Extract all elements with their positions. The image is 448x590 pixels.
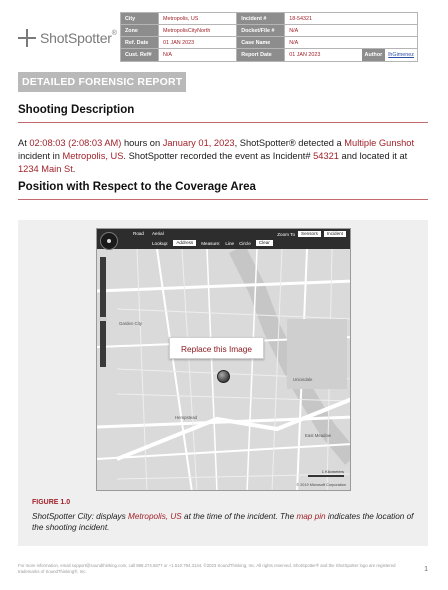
zone-label: Zone (121, 25, 159, 37)
city-value: Metropolis, US (159, 13, 237, 25)
address-value: 1234 Main St (18, 164, 73, 174)
report-date-value: 01 JAN 2023 (289, 52, 321, 58)
address-lookup-button[interactable]: Address (173, 240, 196, 246)
shotspotter-logo (18, 29, 117, 47)
table-row (121, 25, 418, 37)
event-type: Multiple Gunshot (344, 138, 415, 148)
date-value: January 01, 2023 (162, 138, 235, 148)
report-title-banner: DETAILED FORENSIC REPORT (18, 72, 186, 92)
coverage-map[interactable] (96, 228, 351, 491)
report-date-label: Report Date (237, 49, 285, 62)
compass-icon[interactable] (100, 232, 118, 250)
map-pin-icon[interactable] (217, 370, 230, 383)
ref-date-value: 01 JAN 2023 (159, 37, 237, 49)
shooting-description-text: At 02:08:03 (2:08:03 AM) hours on January 01, 2023, ShotSpotter® detected a Multiple Gunshot incident in Metropolis, US. ShotSpotter recorded the event as Incident# 54321 and located it at 1234 Main St. (18, 138, 415, 174)
replace-image-button[interactable]: Replace this Image (169, 337, 264, 359)
figure-caption: ShotSpotter City: displays Metropolis, US at the time of the incident. The map pin indicates the location of the shooting incident. (32, 512, 414, 532)
map-roads (97, 229, 351, 491)
docket-label: Docket/File # (237, 25, 285, 37)
docket-value: N/A (285, 25, 418, 37)
table-row (121, 37, 418, 49)
lookup-label: Lookup: (152, 240, 169, 246)
page-footer: For more information, email support@soundthinking.com, call 888.274.6877 or +1.510.794.3144. ©2023 SoundThinking, Inc. All rights reserved. ShotSpotter® and the ShotSpotter logo are registered trademarks of SoundThinking®, Inc. (18, 563, 396, 574)
aerial-view-button[interactable]: Aerial (151, 231, 164, 236)
caption-map-pin: map pin (296, 512, 326, 521)
incident-label: Incident # (237, 13, 285, 25)
road-view-button[interactable]: Road (133, 231, 144, 236)
author-label: Author (362, 49, 386, 61)
zoom-to-label: Zoom To (277, 231, 296, 237)
section-divider (18, 122, 428, 123)
map-toolbar (97, 229, 350, 249)
shooting-description-heading: Shooting Description (18, 104, 135, 116)
map-label-east-meadow: East Meadow (305, 433, 332, 438)
table-row (121, 13, 418, 25)
case-name-label: Case Name (237, 37, 285, 49)
logo-text: ShotSpotter® (40, 30, 117, 46)
time-value: 02:08:03 (2:08:03 AM) (29, 138, 122, 148)
figure-label: FIGURE 1.0 (32, 499, 71, 506)
zoom-sensors-button[interactable]: Sensors (298, 231, 321, 237)
city-name: Metropolis, US (62, 151, 124, 161)
author-link[interactable]: lhGimenez (388, 52, 414, 58)
report-date-cell (285, 49, 418, 62)
zoom-slider[interactable] (100, 257, 106, 367)
section-divider (18, 199, 428, 200)
case-name-value: N/A (285, 37, 418, 49)
page-number: 1 (424, 566, 428, 573)
cust-ref-label: Cust. Ref# (121, 49, 159, 62)
cust-ref-value: N/A (159, 49, 237, 62)
measure-line-button[interactable]: Line (225, 240, 235, 246)
zone-value: MetropolisCityNorth (159, 25, 237, 37)
zoom-slider-knob[interactable] (99, 317, 107, 321)
ref-date-label: Ref. Date (121, 37, 159, 49)
map-scale: 1 Kilometers (308, 469, 344, 477)
zoom-incident-button[interactable]: Incident (324, 231, 346, 237)
map-copyright: © 2019 Microsoft Corporation (296, 483, 346, 487)
city-label: City (121, 13, 159, 25)
table-row (121, 49, 418, 62)
incident-value: 18-54321 (285, 13, 418, 25)
map-figure-panel (18, 220, 428, 546)
clear-button[interactable]: Clear (256, 240, 273, 246)
map-label-uniondale: Uniondale (293, 377, 313, 382)
coverage-area-heading: Position with Respect to the Coverage Area (18, 181, 256, 193)
incident-number: 54321 (313, 151, 339, 161)
map-label-garden-city: Garden City (119, 321, 142, 326)
crosshair-icon (18, 29, 36, 47)
case-info-table (120, 12, 418, 62)
map-label-hempstead: Hempstead (175, 415, 197, 420)
measure-circle-button[interactable]: Circle (239, 240, 251, 246)
measure-label: Measure: (201, 240, 221, 246)
caption-city: Metropolis, US (128, 512, 182, 521)
